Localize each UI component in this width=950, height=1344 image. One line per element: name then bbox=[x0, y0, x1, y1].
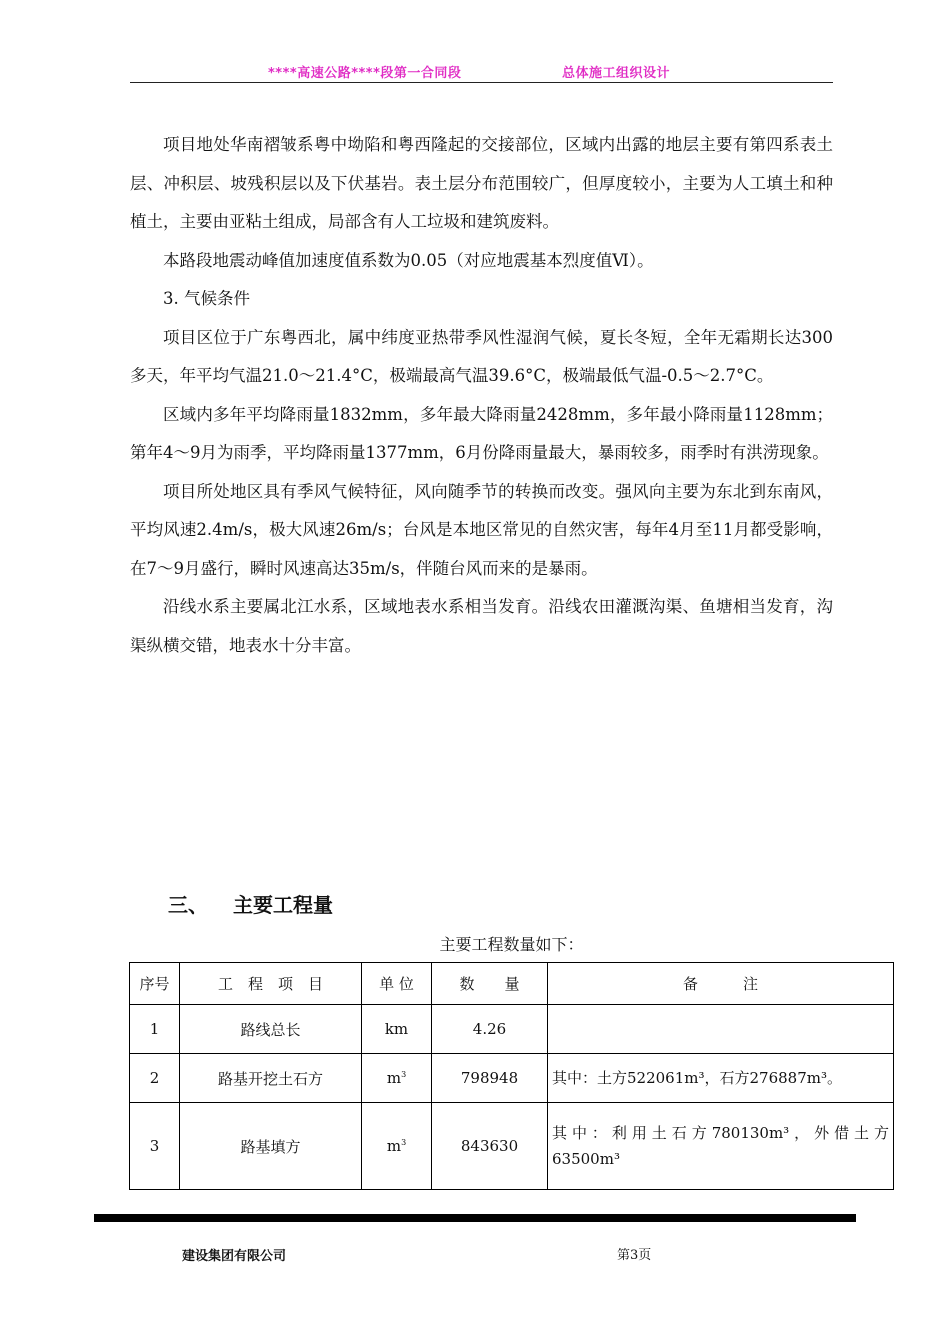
cell-unit: km bbox=[362, 1005, 432, 1054]
body-text bbox=[130, 126, 833, 665]
cell-remark bbox=[548, 1005, 894, 1054]
header-unit: 单 位 bbox=[362, 963, 432, 1005]
section-title: 主要工程量 bbox=[232, 893, 333, 917]
cell-remark: 其中：利用土石方780130m³，外借土方63500m³ bbox=[548, 1103, 894, 1190]
paragraph-geology: 项目地处华南褶皱系粤中坳陷和粤西隆起的交接部位，区域内出露的地层主要有第四系表土层、冲积层、坡残积层以及下伏基岩。表土层分布范围较广，但厚度较小，主要为人工填土和种植土，主要由亚粘土组成，局部含有人工垃圾和建筑废料。 bbox=[130, 135, 833, 231]
cell-unit: $m^3$ bbox=[362, 1054, 432, 1103]
paragraph-seismic: 本路段地震动峰值加速度值系数为0.05（对应地震基本烈度值Ⅵ）。 bbox=[163, 250, 654, 270]
cell-no: 2 bbox=[130, 1054, 180, 1103]
page-header bbox=[130, 60, 833, 83]
cell-qty: 843630 bbox=[432, 1103, 548, 1190]
footer-divider bbox=[94, 1214, 856, 1222]
footer-page-number: 第3页 bbox=[617, 1248, 652, 1263]
cell-no: 1 bbox=[130, 1005, 180, 1054]
paragraph-rainfall: 区域内多年平均降雨量1832mm，多年最大降雨量2428mm，多年最小降雨量1128mm；第年4～9月为雨季，平均降雨量1377mm，6月份降雨量最大，暴雨较多，雨季时有洪涝现象。 bbox=[130, 404, 833, 462]
section-heading bbox=[168, 889, 333, 918]
header-qty: 数 量 bbox=[432, 963, 548, 1005]
paragraph-water: 沿线水系主要属北江水系，区域地表水系相当发育。沿线农田灌溉沟渠、鱼塘相当发育，沟渠纵横交错，地表水十分丰富。 bbox=[130, 597, 833, 655]
cell-unit: $m^3$ bbox=[362, 1103, 432, 1190]
cell-no: 3 bbox=[130, 1103, 180, 1190]
cell-remark: 其中：土方522061m³，石方276887m³。 bbox=[548, 1054, 894, 1103]
cell-qty: 798948 bbox=[432, 1054, 548, 1103]
header-document-title: 总体施工组织设计 bbox=[562, 66, 671, 81]
cell-item: 路基开挖土石方 bbox=[180, 1054, 362, 1103]
subheading-climate: 3. 气候条件 bbox=[163, 289, 250, 308]
header-item: 工 程 项 目 bbox=[180, 963, 362, 1005]
cell-item: 路基填方 bbox=[180, 1103, 362, 1190]
header-project-name: ****高速公路****段第一合同段 bbox=[268, 66, 462, 81]
quantities-table bbox=[129, 962, 894, 1190]
table-row bbox=[130, 1054, 894, 1103]
table-row bbox=[130, 1005, 894, 1054]
header-remark: 备 注 bbox=[548, 963, 894, 1005]
section-number: 三、 bbox=[168, 893, 208, 917]
paragraph-climate: 项目区位于广东粤西北，属中纬度亚热带季风性湿润气候，夏长冬短，全年无霜期长达300多天，年平均气温21.0～21.4°C，极端最高气温39.6°C，极端最低气温-0.5～2.7°C。 bbox=[130, 327, 833, 385]
table-caption: 主要工程数量如下： bbox=[439, 935, 584, 954]
table-row bbox=[130, 1103, 894, 1190]
header-no: 序号 bbox=[130, 963, 180, 1005]
table-header-row bbox=[130, 963, 894, 1005]
cell-item: 路线总长 bbox=[180, 1005, 362, 1054]
footer-company: 建设集团有限公司 bbox=[182, 1249, 287, 1264]
paragraph-wind: 项目所处地区具有季风气候特征，风向随季节的转换而改变。强风向主要为东北到东南风，平均风速2.4m/s，极大风速26m/s；台风是本地区常见的自然灾害，每年4月至11月都受影响，在7～9月盛行，瞬时风速高达35m/s，伴随台风而来的是暴雨。 bbox=[130, 481, 833, 578]
cell-qty: 4.26 bbox=[432, 1005, 548, 1054]
